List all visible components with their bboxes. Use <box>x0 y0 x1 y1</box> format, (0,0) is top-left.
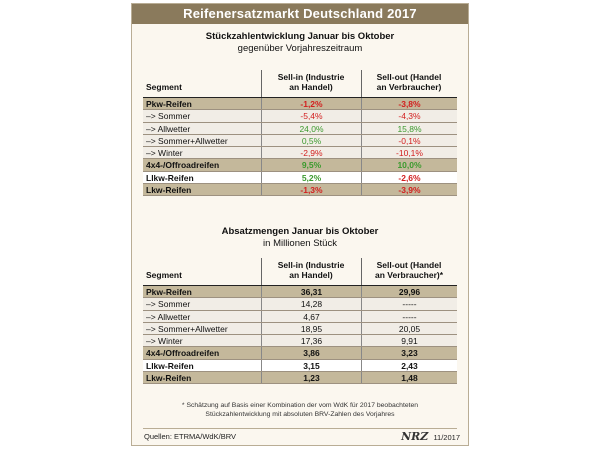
row-sell-out-value: -3,9% <box>361 184 457 195</box>
row-sell-out-value: -10,1% <box>361 147 457 158</box>
table2-header-sell-out-line1: Sell-out (Handel <box>376 260 442 270</box>
publication-date: 11/2017 <box>433 433 460 442</box>
row-sell-in-value: -1,3% <box>261 184 361 195</box>
nrz-logo: NRZ <box>401 430 429 443</box>
footer-divider <box>143 428 457 429</box>
table-row <box>143 372 457 384</box>
banner-title: Reifenersatzmarkt Deutschland 2017 <box>132 4 468 24</box>
row-sell-out-value: 9,91 <box>361 335 457 346</box>
row-sell-in-value: 9,5% <box>261 159 361 170</box>
table1-header-segment: Segment <box>146 82 182 92</box>
row-sell-out-value: 29,96 <box>361 286 457 297</box>
row-sell-out-value: 3,23 <box>361 347 457 358</box>
table1-header <box>143 70 457 98</box>
row-sell-in-value: 3,15 <box>261 360 361 371</box>
table1-title-line1: Stückzahlentwicklung Januar bis Oktober <box>205 31 395 42</box>
row-sell-in-value: 4,67 <box>261 311 361 322</box>
row-segment-label: Lkw-Reifen <box>146 373 192 384</box>
row-sell-in-value: 3,86 <box>261 347 361 358</box>
table2-header-sell-in-line1: Sell-in (Industrie <box>277 260 345 270</box>
table-row <box>143 298 457 310</box>
row-sell-out-value: 10,0% <box>361 159 457 170</box>
row-segment-label: Llkw-Reifen <box>146 360 194 371</box>
row-sell-in-value: 36,31 <box>261 286 361 297</box>
table-row <box>143 347 457 359</box>
row-segment-label: –> Sommer+Allwetter <box>146 135 228 146</box>
footnote-line1: * Schätzung auf Basis einer Kombination der vom WdK für 2017 beobachteten <box>181 402 419 409</box>
source-credit: Quellen: ETRMA/WdK/BRV <box>144 432 236 441</box>
table1-header-sell-out <box>361 72 457 92</box>
table-row <box>143 123 457 135</box>
table2-header-sell-out-line2: an Verbraucher)* <box>374 270 444 280</box>
table-row <box>143 110 457 122</box>
row-sell-out-value: 1,48 <box>361 372 457 383</box>
row-sell-out-value: 2,43 <box>361 360 457 371</box>
table-row <box>143 360 457 372</box>
row-sell-in-value: 17,36 <box>261 335 361 346</box>
table-row <box>143 147 457 159</box>
row-sell-in-value: -5,4% <box>261 110 361 121</box>
table-row <box>143 335 457 347</box>
row-sell-in-value: 18,95 <box>261 323 361 334</box>
row-sell-out-value: ----- <box>361 311 457 322</box>
table-row <box>143 135 457 147</box>
table-row <box>143 311 457 323</box>
table2-title-line2: in Millionen Stück <box>263 238 337 249</box>
table1-header-sell-out-line2: an Verbraucher) <box>376 82 442 92</box>
table1-title-line2: gegenüber Vorjahreszeitraum <box>237 43 363 54</box>
table1 <box>143 70 457 196</box>
table-row <box>143 98 457 110</box>
table1-header-sell-in <box>261 72 361 92</box>
table1-header-sell-in-line1: Sell-in (Industrie <box>277 72 345 82</box>
row-sell-out-value: ----- <box>361 298 457 309</box>
row-sell-out-value: -0,1% <box>361 135 457 146</box>
row-sell-in-value: -2,9% <box>261 147 361 158</box>
table-row <box>143 286 457 298</box>
row-sell-out-value: 20,05 <box>361 323 457 334</box>
footnote <box>132 401 468 419</box>
row-segment-label: Pkw-Reifen <box>146 99 192 109</box>
row-sell-in-value: -1,2% <box>261 98 361 109</box>
table2-title-line1: Absatzmengen Januar bis Oktober <box>221 226 379 237</box>
row-segment-label: 4x4-/Offroadreifen <box>146 160 220 171</box>
row-segment-label: –> Allwetter <box>146 311 191 322</box>
infographic-frame <box>131 3 469 446</box>
table-row <box>143 172 457 184</box>
row-segment-label: –> Sommer <box>146 299 191 310</box>
row-segment-label: Lkw-Reifen <box>146 185 192 196</box>
row-sell-out-value: -4,3% <box>361 110 457 121</box>
row-sell-out-value: -3,8% <box>361 98 457 109</box>
table2-header-sell-in-line2: an Handel) <box>289 270 333 280</box>
table2-header-sell-out <box>361 260 457 280</box>
table2-header-sell-in <box>261 260 361 280</box>
footnote-line2: Stückzahlentwicklung mit absoluten BRV-Zahlen des Vorjahres <box>205 411 395 418</box>
table2-header-segment: Segment <box>146 270 182 280</box>
table-row <box>143 323 457 335</box>
table-row <box>143 184 457 196</box>
row-segment-label: Pkw-Reifen <box>146 287 192 297</box>
row-sell-in-value: 24,0% <box>261 123 361 134</box>
table2 <box>143 258 457 384</box>
row-segment-label: 4x4-/Offroadreifen <box>146 348 220 359</box>
table2-header <box>143 258 457 286</box>
table1-header-sell-in-line2: an Handel) <box>289 82 333 92</box>
table1-header-sell-out-line1: Sell-out (Handel <box>376 72 442 82</box>
table1-title <box>132 31 468 55</box>
table2-title <box>132 226 468 250</box>
row-sell-in-value: 5,2% <box>261 172 361 183</box>
row-sell-in-value: 14,28 <box>261 298 361 309</box>
row-segment-label: –> Sommer+Allwetter <box>146 323 228 334</box>
row-segment-label: –> Winter <box>146 148 183 159</box>
row-segment-label: Llkw-Reifen <box>146 172 194 183</box>
row-segment-label: –> Allwetter <box>146 123 191 134</box>
row-sell-in-value: 0,5% <box>261 135 361 146</box>
row-segment-label: –> Winter <box>146 336 183 347</box>
row-segment-label: –> Sommer <box>146 111 191 122</box>
row-sell-out-value: 15,8% <box>361 123 457 134</box>
row-sell-in-value: 1,23 <box>261 372 361 383</box>
footer-brand <box>401 430 460 443</box>
table-row <box>143 159 457 171</box>
row-sell-out-value: -2,6% <box>361 172 457 183</box>
